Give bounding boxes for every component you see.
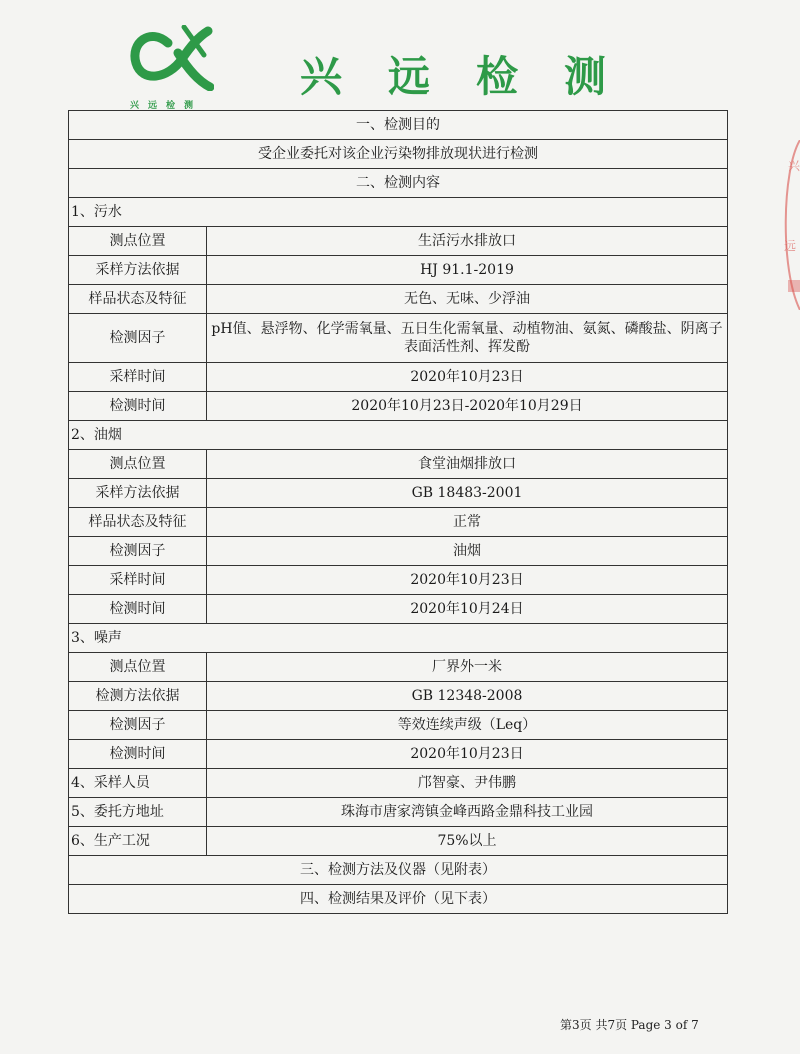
svg-text:兴: 兴 [788,159,800,173]
row-value: 生活污水排放口 [207,227,728,256]
row-value: 食堂油烟排放口 [207,450,728,479]
report-table [68,110,728,914]
client-address-label: 5、委托方地址 [69,798,207,827]
brand-title: 兴远检测 [300,52,653,101]
table-row [69,363,728,392]
row-label: 采样时间 [69,566,207,595]
report-header [0,0,800,110]
svg-text:远: 远 [784,239,797,253]
table-row [69,566,728,595]
row-label: 测点位置 [69,653,207,682]
row-label: 检测因子 [69,711,207,740]
row-value: GB 18483-2001 [207,479,728,508]
row-value: 油烟 [207,537,728,566]
production-condition-label: 6、生产工况 [69,827,207,856]
sampler-label: 4、采样人员 [69,769,207,798]
purpose-text: 受企业委托对该企业污染物排放现状进行检测 [69,140,728,169]
table-row [69,314,728,363]
table-row [69,508,728,537]
row-label: 检测时间 [69,595,207,624]
row-label: 测点位置 [69,450,207,479]
row-value: 厂界外一米 [207,653,728,682]
table-row [69,595,728,624]
row-label: 采样时间 [69,363,207,392]
production-condition-value: 75%以上 [207,827,728,856]
section-title-purpose: 一、检测目的 [69,111,728,140]
table-row [69,827,728,856]
client-address-value: 珠海市唐家湾镇金峰西路金鼎科技工业园 [207,798,728,827]
row-label: 检测时间 [69,740,207,769]
red-stamp-edge [774,140,800,310]
table-row [69,740,728,769]
table-row [69,798,728,827]
row-value: 2020年10月23日 [207,566,728,595]
table-row [69,285,728,314]
table-row [69,711,728,740]
table-row [69,256,728,285]
page-footer: 第3页 共7页 Page 3 of 7 [560,1018,699,1032]
row-label: 检测方法依据 [69,682,207,711]
table-row [69,479,728,508]
row-value: 2020年10月23日 [207,363,728,392]
noise-title: 3、噪声 [69,624,728,653]
row-value: 正常 [207,508,728,537]
row-value: HJ 91.1-2019 [207,256,728,285]
row-value: 2020年10月24日 [207,595,728,624]
logo-subtitle: 兴远检测 [130,101,203,111]
table-row [69,227,728,256]
section-title-content: 二、检测内容 [69,169,728,198]
row-value: 2020年10月23日 [207,740,728,769]
row-label: 测点位置 [69,227,207,256]
row-label: 检测时间 [69,392,207,421]
fume-title: 2、油烟 [69,421,728,450]
row-value: pH值、悬浮物、化学需氧量、五日生化需氧量、动植物油、氨氮、磷酸盐、阴离子表面活性剂、挥发酚 [207,314,728,363]
table-row [69,450,728,479]
row-label: 采样方法依据 [69,479,207,508]
table-row [69,392,728,421]
row-value: 无色、无味、少浮油 [207,285,728,314]
row-value: 2020年10月23日-2020年10月29日 [207,392,728,421]
row-label: 样品状态及特征 [69,508,207,537]
row-value: 等效连续声级（Leq） [207,711,728,740]
table-row [69,537,728,566]
table-row [69,682,728,711]
row-label: 检测因子 [69,537,207,566]
sampler-value: 邝智豪、尹伟鹏 [207,769,728,798]
section-title-results: 四、检测结果及评价（见下表） [69,885,728,914]
row-label: 检测因子 [69,314,207,363]
row-value: GB 12348-2008 [207,682,728,711]
table-row [69,653,728,682]
row-label: 采样方法依据 [69,256,207,285]
wastewater-title: 1、污水 [69,198,728,227]
company-logo [128,25,214,91]
section-title-methods: 三、检测方法及仪器（见附表） [69,856,728,885]
row-label: 样品状态及特征 [69,285,207,314]
table-row [69,769,728,798]
